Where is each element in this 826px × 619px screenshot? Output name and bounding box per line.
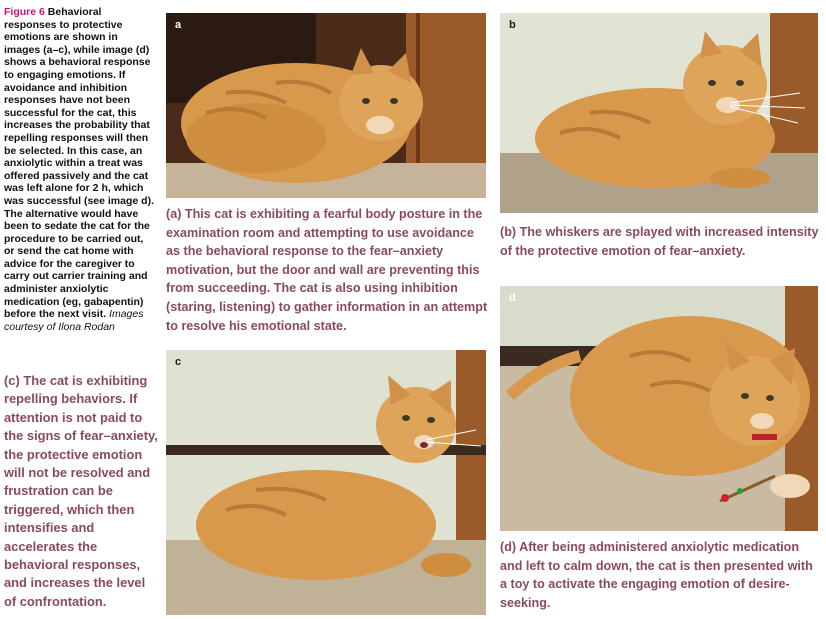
photo-d bbox=[500, 286, 818, 531]
photo-a bbox=[166, 13, 486, 198]
figure-label: Figure 6 bbox=[4, 6, 45, 18]
photo-c-image bbox=[166, 350, 486, 615]
photo-d-image bbox=[500, 286, 818, 531]
panel-letter-b: b bbox=[509, 19, 516, 31]
subcaption-a: (a) This cat is exhibiting a fearful body posture in the examination room and attempting to use avoidance as the behavioral response to the fear–anxiety motivation, but the door and wall are preventing this from succeeding. The cat is also using inhibition (staring, listening) to gather information in an attempt to resolve his emotional state. bbox=[166, 207, 488, 333]
subcaption-c: (c) The cat is exhibiting repelling behaviors. If attention is not paid to the signs of fear–anxiety, the protective emotion will not be resolved and frustration can be triggered, which then intensifies and accelerates the behavioral responses, and increases the level of confrontation. bbox=[4, 373, 158, 609]
figure-caption bbox=[4, 6, 156, 333]
image-credit: Images courtesy of Ilona Rodan bbox=[4, 308, 144, 333]
photo-c bbox=[166, 350, 486, 615]
panel-letter-d: d bbox=[509, 292, 516, 304]
photo-a-image bbox=[166, 13, 486, 198]
photo-b-image bbox=[500, 13, 818, 213]
figure-caption-text: Behavioral responses to protective emotions are shown in images (a–c), while image (d) shows a behavioral response to engaging emotions. If avoidance and inhibition responses have not been successful for the cat, this increases the probability that repelling responses will then be selected. In this case, an anxiolytic within a treat was offered passively and the cat was left alone for 2 h, which was successful (see image d). The alternative would have been to sedate the cat for the procedure to be carried out, or send the cat home with advice for the caregiver to carry out carrier training and administer anxiolytic medication (eg, gabapentin) before the next visit. bbox=[4, 6, 154, 321]
subcaption-b: (b) The whiskers are splayed with increased intensity of the protective emotion of fear–anxiety. bbox=[500, 225, 819, 258]
photo-b bbox=[500, 13, 818, 213]
panel-letter-a: a bbox=[175, 19, 182, 31]
panel-letter-c: c bbox=[175, 356, 182, 368]
subcaption-d: (d) After being administered anxiolytic medication and left to calm down, the cat is then presented with a toy to activate the engaging emotion of desire-seeking. bbox=[500, 540, 813, 610]
